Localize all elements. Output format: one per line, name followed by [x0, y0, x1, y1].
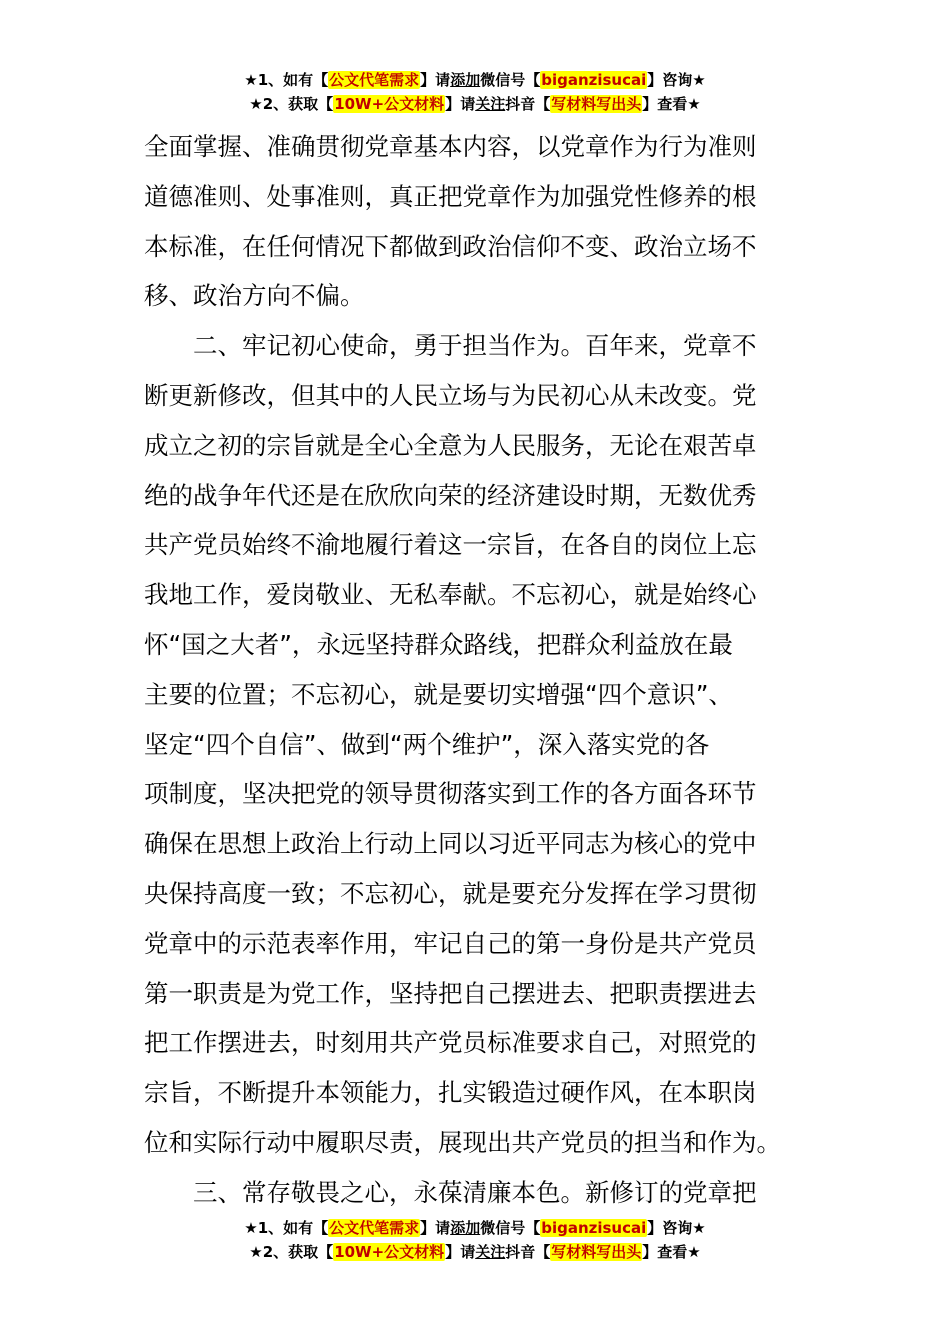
text-line: 本标准，在任何情况下都做到政治信仰不变、政治立场不	[144, 231, 757, 261]
promo-prefix: ★2、获取【	[249, 1243, 334, 1261]
promo-line-2	[0, 1240, 950, 1264]
promo-text: 】请	[445, 1243, 476, 1261]
text-line: 把工作摆进去，时刻用共产党员标准要求自己，对照党的	[144, 1028, 757, 1058]
promo-underlined: 添加	[450, 1219, 481, 1237]
text-line: 第一职责是为党工作，坚持把自己摆进去、把职责摆进去	[144, 978, 757, 1008]
text-line: 成立之初的宗旨就是全心全意为人民服务，无论在艰苦卓	[144, 430, 757, 460]
text-line: 绝的战争年代还是在欣欣向荣的经济建设时期，无数优秀	[144, 480, 757, 510]
promo-prefix: ★1、如有【	[244, 71, 329, 89]
footer-promo-banner	[0, 1216, 950, 1264]
text-line: 位和实际行动中履职尽责，展现出共产党员的担当和作为。	[144, 1127, 781, 1157]
document-body	[144, 122, 809, 1218]
section-heading-line: 三、常存敬畏之心，永葆清廉本色。新修订的党章把	[144, 1177, 757, 1207]
promo-highlight: 10W+公文材料	[334, 95, 445, 113]
promo-wechat-id: biganzisucai	[541, 71, 647, 89]
text-line: 共产党员始终不渝地履行着这一宗旨，在各自的岗位上忘	[144, 530, 757, 560]
promo-text: 】请	[420, 71, 451, 89]
text-line: 项制度，坚决把党的领导贯彻落实到工作的各方面各环节	[144, 779, 757, 809]
promo-highlight: 公文代笔需求	[329, 1219, 420, 1237]
promo-underlined: 关注	[475, 95, 506, 113]
promo-suffix: 】查看★	[642, 1243, 701, 1261]
text-line: 宗旨，不断提升本领能力，扎实锻造过硬作风，在本职岗	[144, 1078, 757, 1108]
text-line: 移、政治方向不偏。	[144, 281, 365, 311]
text-line: 断更新修改，但其中的人民立场与为民初心从未改变。党	[144, 380, 757, 410]
text-line: 怀“国之大者”，永远坚持群众路线，把群众利益放在最	[144, 629, 733, 659]
text-line: 全面掌握、准确贯彻党章基本内容，以党章作为行为准则	[144, 132, 757, 161]
promo-prefix: ★1、如有【	[244, 1219, 329, 1237]
promo-underlined: 添加	[450, 71, 481, 89]
promo-highlight: 公文代笔需求	[329, 71, 420, 89]
promo-line-2	[0, 92, 950, 116]
text-line: 党章中的示范表率作用，牢记自己的第一身份是共产党员	[144, 928, 757, 958]
promo-text: 】请	[420, 1219, 451, 1237]
promo-text: 微信号【	[480, 1219, 541, 1237]
promo-line-1	[0, 68, 950, 92]
promo-suffix: 】查看★	[642, 95, 701, 113]
promo-text: 抖音【	[505, 1243, 551, 1261]
promo-douyin-id: 写材料写出头	[551, 1243, 642, 1261]
header-promo-banner	[0, 68, 950, 116]
promo-underlined: 关注	[475, 1243, 506, 1261]
promo-line-1	[0, 1216, 950, 1240]
promo-suffix: 】咨询★	[647, 1219, 706, 1237]
text-line: 主要的位置；不忘初心，就是要切实增强“四个意识”、	[144, 679, 733, 709]
promo-douyin-id: 写材料写出头	[551, 95, 642, 113]
text-line: 我地工作，爱岗敬业、无私奉献。不忘初心，就是始终心	[144, 580, 757, 610]
promo-suffix: 】咨询★	[647, 71, 706, 89]
promo-text: 微信号【	[480, 71, 541, 89]
promo-prefix: ★2、获取【	[249, 95, 334, 113]
text-line: 央保持高度一致；不忘初心，就是要充分发挥在学习贯彻	[144, 878, 757, 908]
text-line: 确保在思想上政治上行动上同以习近平同志为核心的党中	[144, 829, 757, 859]
text-line: 道德准则、处事准则，真正把党章作为加强党性修养的根	[144, 181, 757, 211]
promo-wechat-id: biganzisucai	[541, 1219, 647, 1237]
promo-text: 抖音【	[505, 95, 551, 113]
text-line: 坚定“四个自信”、做到“两个维护”，深入落实党的各	[144, 729, 710, 759]
section-heading-line: 二、牢记初心使命，勇于担当作为。百年来，党章不	[144, 331, 757, 361]
promo-highlight: 10W+公文材料	[334, 1243, 445, 1261]
promo-text: 】请	[445, 95, 476, 113]
